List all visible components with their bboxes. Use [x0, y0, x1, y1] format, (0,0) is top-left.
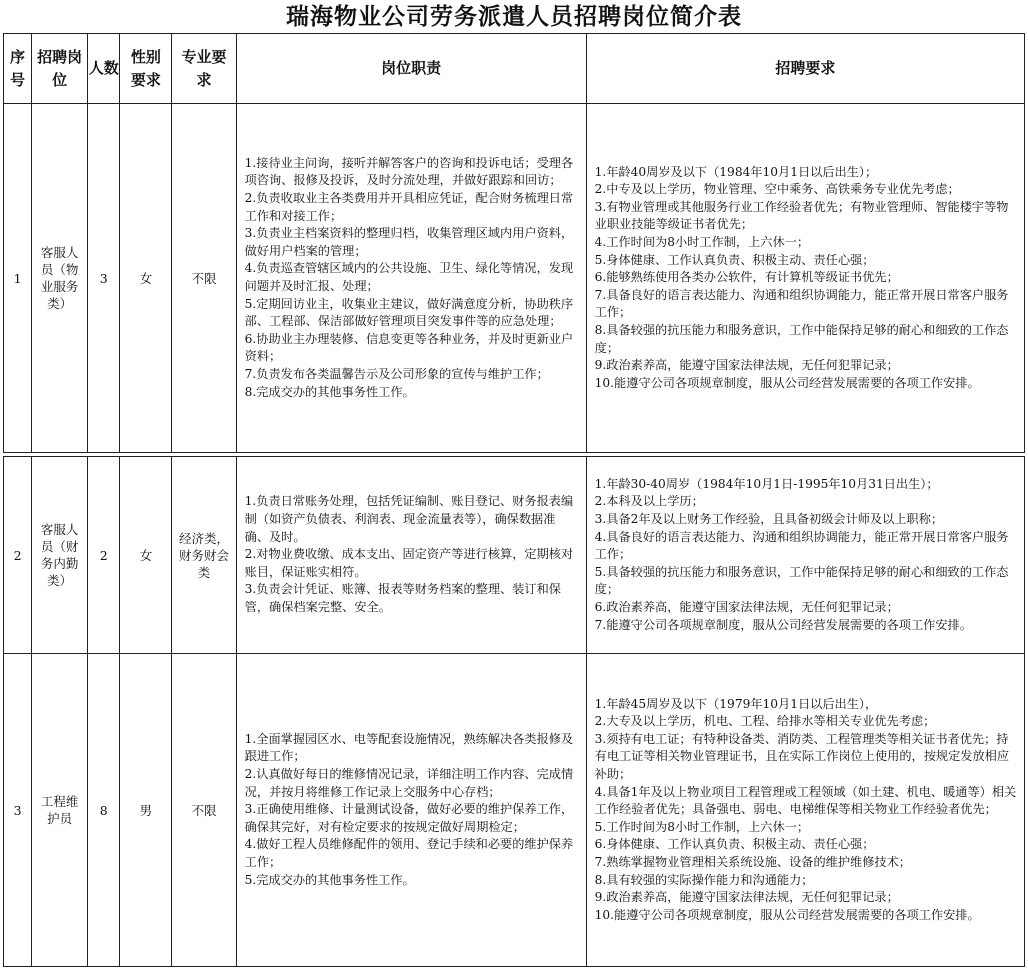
requirement-item: 3.有物业管理或其他服务行业工作经验者优先；有物业管理师、智能楼宇等物业职业技能等级证书者优先； [594, 199, 1009, 232]
requirement-item: 5.身体健康、工作认真负责、积极主动、责任心强； [594, 252, 875, 267]
cell-requirements [586, 654, 1024, 967]
duty-item: 3.正确使用维修、计量测试设备，做好必要的维护保养工作，确保其完好，对有检定要求的按规定做好周期检定； [244, 802, 574, 834]
cell-duties [236, 104, 586, 453]
requirement-item: 9.政治素养高，能遵守国家法律法规，无任何犯罪记录； [594, 358, 899, 373]
requirement-item: 7.具备良好的语言表达能力、沟通和组织协调能力，能正常开展日常客户服务工作； [594, 287, 1009, 320]
requirement-item: 3.具备2年及以上财务工作经验，且具备初级会计师及以上职称； [594, 512, 944, 527]
duty-item: 3.负责业主档案资料的整理归档，收集管理区域内用户资料，做好用户档案的管理； [244, 226, 574, 258]
duty-item: 1.全面掌握园区水、电等配套设施情况，熟练解决各类报修及跟进工作； [244, 731, 574, 764]
duty-item: 4.负责巡查管辖区域内的公共设施、卫生、绿化等情况，发现问题并及时汇报、处理； [244, 261, 574, 293]
cell-gender: 男 [120, 654, 172, 967]
requirement-item: 1.年龄40周岁及以下（1984年10月1日以后出生）； [594, 164, 878, 179]
recruitment-table [3, 33, 1025, 967]
requirement-item: 1.年龄30-40周岁（1984年10月1日-1995年10月31日出生）； [594, 476, 939, 491]
requirement-item: 3.须持有电工证；有特种设备类、消防类、工程管理类等相关证书者优先；持有电工证等相关物业管理证书，且在实际工作岗位上使用的，按规定发放相应补助； [594, 731, 1010, 782]
duty-item: 3.负责会计凭证、账簿、报表等财务档案的整理、装订和保管，确保档案完整、安全。 [244, 582, 561, 614]
header-row [4, 34, 1025, 104]
duty-item: 5.定期回访业主，收集业主建议，做好满意度分析，协助秩序部、工程部、保洁部做好管理项目突发事件等的应急处理； [244, 296, 574, 329]
table-row [4, 104, 1025, 453]
duty-item: 1.负责日常账务处理，包括凭证编制、账目登记、财务报表编制（如资产负债表、利润表、现金流量表等），确保数据准确、及时。 [244, 494, 574, 544]
requirement-item: 4.工作时间为8小时工作制，上六休一； [594, 235, 810, 250]
requirement-item: 7.熟练掌握物业管理相关系统设施、设备的维护维修技术； [594, 854, 911, 869]
table-row [4, 457, 1025, 654]
cell-major: 经济类，财务财会类 [172, 457, 236, 654]
duty-item: 5.完成交办的其他事务性工作。 [244, 872, 415, 887]
cell-duties [236, 654, 586, 967]
duty-item: 2.认真做好每日的维修情况记录，详细注明工作内容、完成情况，并按月将维修工作记录上交服务中心存档； [244, 767, 574, 799]
header-seq: 序号 [4, 34, 32, 104]
cell-duties [236, 457, 586, 654]
cell-gender: 女 [120, 457, 172, 654]
header-gender: 性别要求 [120, 34, 172, 104]
requirement-item: 6.能够熟练使用各类办公软件，有计算机等级证书优先； [594, 270, 899, 285]
requirement-item: 5.工作时间为8小时工作制，上六休一； [594, 819, 810, 834]
cell-requirements [586, 104, 1024, 453]
cell-seq: 1 [4, 104, 32, 453]
duty-item: 2.对物业费收缴、成本支出、固定资产等进行核算，定期核对账目，保证账实相符。 [244, 547, 574, 579]
requirement-item: 5.具备较强的抗压能力和服务意识，工作中能保持足够的耐心和细致的工作态度； [594, 564, 1009, 597]
requirement-item: 8.具有较强的实际操作能力和沟通能力； [594, 872, 814, 887]
requirement-item: 6.身体健康、工作认真负责、积极主动、责任心强； [594, 837, 875, 852]
duty-item: 8.完成交办的其他事务性工作。 [244, 384, 415, 399]
table-row [4, 654, 1025, 967]
requirement-item: 8.具备较强的抗压能力和服务意识，工作中能保持足够的耐心和细致的工作态度； [594, 322, 1009, 355]
requirement-item: 2.中专及以上学历，物业管理、空中乘务、高铁乘务专业优先考虑； [594, 182, 960, 197]
header-count: 人数 [88, 34, 120, 104]
requirement-item: 6.政治素养高，能遵守国家法律法规，无任何犯罪记录； [594, 599, 899, 614]
cell-major: 不限 [172, 104, 236, 453]
duty-item: 7.负责发布各类温馨告示及公司形象的宣传与维护工作； [244, 366, 549, 381]
requirement-item: 4.具备良好的语言表达能力、沟通和组织协调能力，能正常开展日常客户服务工作； [594, 529, 1009, 562]
header-major: 专业要求 [172, 34, 236, 104]
requirement-item: 7.能遵守公司各项规章制度，服从公司经营发展需要的各项工作安排。 [594, 617, 972, 632]
requirement-item: 10.能遵守公司各项规章制度，服从公司经营发展需要的各项工作安排。 [594, 375, 980, 390]
page-title: 瑞海物业公司劳务派遣人员招聘岗位简介表 [286, 3, 742, 30]
requirement-item: 1.年龄45周岁及以下（1979年10月1日以后出生）， [594, 696, 878, 711]
cell-position: 工程维护员 [32, 654, 88, 967]
cell-count: 2 [88, 457, 120, 654]
requirement-item: 2.本科及以上学历； [594, 494, 704, 509]
requirement-item: 10.能遵守公司各项规章制度，服从公司经营发展需要的各项工作安排。 [594, 907, 980, 922]
cell-position: 客服人员（财务内勤类） [32, 457, 88, 654]
cell-seq: 2 [4, 457, 32, 654]
duty-item: 6.协助业主办理装修、信息变更等各种业务，并及时更新业户资料； [244, 331, 574, 364]
header-position: 招聘岗位 [32, 34, 88, 104]
cell-count: 3 [88, 104, 120, 453]
cell-count: 8 [88, 654, 120, 967]
requirement-item: 9.政治素养高，能遵守国家法律法规，无任何犯罪记录； [594, 890, 899, 905]
requirement-item: 2.大专及以上学历，机电、工程、给排水等相关专业优先考虑； [594, 714, 936, 729]
cell-major: 不限 [172, 654, 236, 967]
cell-position: 客服人员（物业服务类） [32, 104, 88, 453]
cell-requirements [586, 457, 1024, 654]
cell-seq: 3 [4, 654, 32, 967]
cell-gender: 女 [120, 104, 172, 453]
duty-item: 1.接待业主问询，接听并解答客户的咨询和投诉电话；受理各项咨询、报修及投诉，及时分流处理，并做好跟踪和回访； [244, 155, 574, 188]
header-requirements: 招聘要求 [586, 34, 1024, 104]
requirement-item: 4.具备1年及以上物业项目工程管理或工程领域（如土建、机电、暖通等）相关工作经验者优先；具备强电、弱电、电梯维保等相关物业工作经验者优先； [594, 784, 1017, 817]
header-duties: 岗位职责 [236, 34, 586, 104]
duty-item: 4.做好工程人员维修配件的领用、登记手续和必要的维护保养工作； [244, 837, 574, 869]
duty-item: 2.负责收取业主各类费用并开具相应凭证，配合财务梳理日常工作和对接工作； [244, 191, 574, 223]
